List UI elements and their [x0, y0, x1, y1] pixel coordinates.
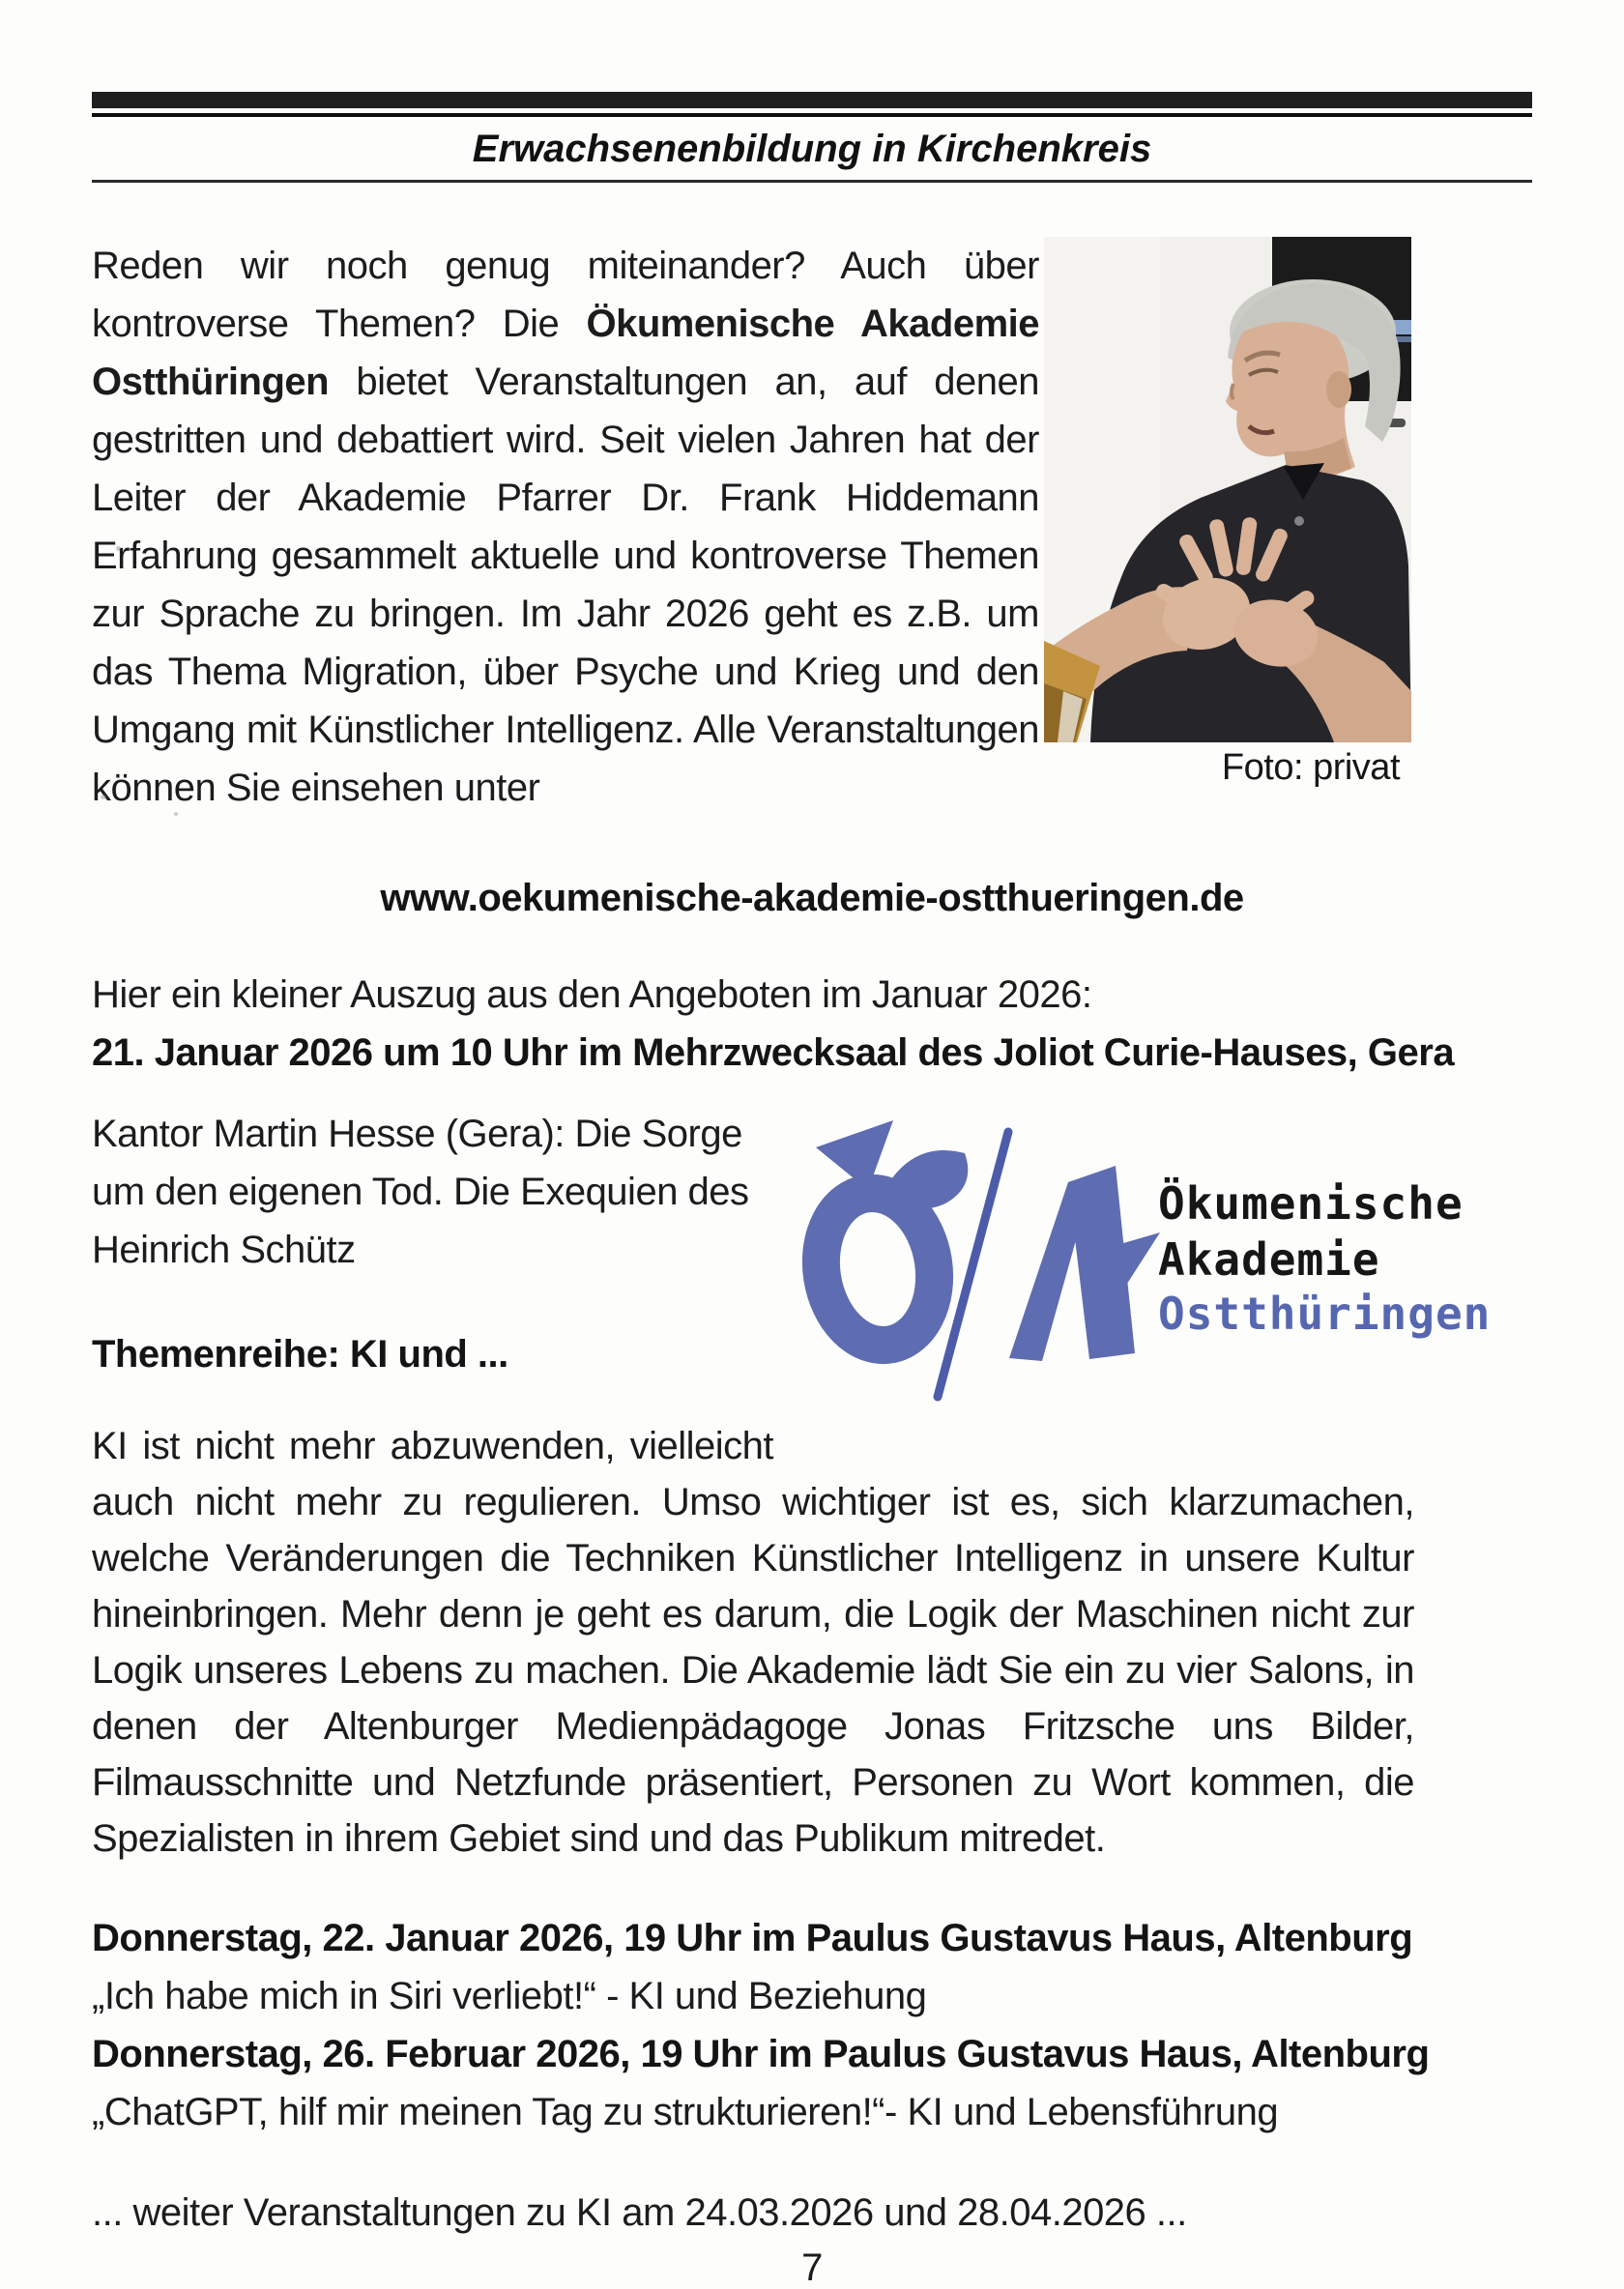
logo-word-2: Akademie — [1158, 1233, 1380, 1286]
photo-block — [1039, 237, 1532, 791]
more-events-note: ... weiter Veranstaltungen zu KI am 24.03.2026 und 28.04.2026 ... — [92, 2191, 1187, 2234]
series-paragraph: KI ist nicht mehr abzuwenden, vielleicht auch nicht mehr zu regulieren. Umso wichtiger ist es, sich klarzumachen, welche Veränderungen die Techniken Künstlicher Intelligenz in unsere Kultur hineinbringen. Mehr denn je geht es darum, die Logik der Maschinen nicht zur Logik unseres Lebens zu machen. Die Akademie lädt Sie ein zu vier Salons, in denen der Altenburger Medienpädagoge Jonas Fritzsche uns Bilder, Filmausschnitte und Netzfunde präsentiert, Personen zu Wort kommen, die Spezialisten in ihrem Gebiet sind und das Publikum mitredet. — [92, 1425, 1414, 1860]
photo-caption: Foto: privat — [1221, 747, 1400, 788]
ki-event-1-heading: Donnerstag, 22. Januar 2026, 19 Uhr im Paulus Gustavus Haus, Altenburg — [92, 1917, 1413, 1959]
logo-word-3: Ostthüringen — [1158, 1288, 1492, 1340]
ki-event-2-title: „ChatGPT, hilf mir meinen Tag zu strukturieren!“- KI und Lebensführung — [92, 2091, 1279, 2133]
scan-speck — [101, 795, 106, 799]
scan-speck — [116, 546, 121, 551]
logo-letter-o — [810, 1185, 944, 1353]
ki-event-2-heading: Donnerstag, 26. Februar 2026, 19 Uhr im Paulus Gustavus Haus, Altenburg — [92, 2033, 1430, 2075]
oa-logo-graphic — [773, 1105, 1532, 1434]
org-name: Ökumenische Akademie Ostthüringen — [92, 303, 1040, 403]
page-number: 7 — [801, 2246, 823, 2289]
page-title: Erwachsenenbildung in Kirchenkreis — [472, 128, 1152, 170]
header-underline — [92, 180, 1532, 183]
portrait-photo-illustration — [1044, 237, 1411, 742]
academy-logo — [773, 1105, 1532, 1466]
ki-event-1-title: „Ich habe mich in Siri verliebt!“ - KI und Beziehung — [92, 1975, 927, 2017]
portrait-photo — [1044, 237, 1411, 742]
logo-section — [92, 1105, 1532, 1867]
series-heading: Themenreihe: KI und ... — [92, 1333, 508, 1376]
intro-text-after: bietet Veranstaltungen an, auf denen gestritten und debattiert wird. Seit vielen Jahren hat der Leiter der Akademie Pfarrer Dr. Frank Hiddemann Erfahrung gesammelt aktuelle und kontroverse Themen zur Sprache zu bringen. Im Jahr 2026 geht es z.B. um das Thema Migration, über Psyche und Krieg und den Umgang mit Künstlicher Intelligenz. Alle Veranstaltungen können Sie einsehen unter — [92, 361, 1039, 809]
website-url: www.oekumenische-akademie-ostthueringen.de — [380, 877, 1244, 919]
intro-section — [92, 237, 1532, 817]
scan-speck — [174, 812, 178, 816]
event-january-heading: 21. Januar 2026 um 10 Uhr im Mehrzwecksaal des Joliot Curie-Hauses, Gera — [92, 1031, 1455, 1074]
header-rule-heavy — [92, 92, 1532, 108]
intro-text-before: Reden wir noch genug miteinander? Auch über kontroverse Themen? Die — [92, 245, 1039, 345]
event-january-description: Kantor Martin Hesse (Gera): Die Sorge um den eigenen Tod. Die Exequien des Heinrich Schütz — [92, 1113, 749, 1271]
header-rule-thin — [92, 113, 1532, 117]
excerpt-heading: Hier ein kleiner Auszug aus den Angeboten im Januar 2026: — [92, 973, 1092, 1016]
logo-word-1: Ökumenische — [1158, 1177, 1464, 1230]
